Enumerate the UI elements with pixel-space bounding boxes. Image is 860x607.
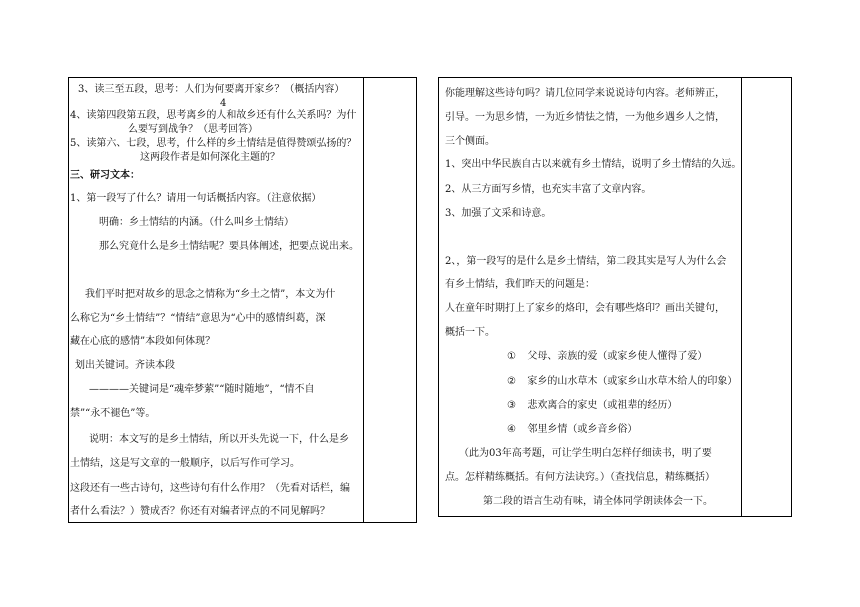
text-line: 我们平时把对故乡的思念之情称为“乡土之情”，本文为什 (85, 289, 336, 300)
list-item (507, 376, 737, 388)
text-line: 引导。一为思乡情，一为近乡情怯之情，一为他乡遇乡人之情， (445, 112, 725, 123)
text-line: 划出关键词。齐读本段 (75, 360, 175, 371)
text-line: 禁”“永不褪色”等。 (70, 408, 156, 419)
text-line: 者什么看法？）赞成否？你还有对编者评点的不同见解吗？ (70, 506, 330, 517)
text-line: 这段还有一些古诗句，这些诗句有什么作用？（先看对话栏，编 (70, 483, 350, 494)
text-line: 2、从三方面写乡情，也充实丰富了文章内容。 (445, 184, 652, 195)
text-line: 人在童年时期打上了家乡的烙印，会有哪些烙印？画出关键句， (445, 303, 725, 314)
right-table (438, 77, 792, 517)
list-item (507, 400, 677, 412)
list-item-text: 悲欢离合的家史（或祖辈的经历） (527, 400, 678, 411)
text-line: 第二段的语言生动有味，请全体同学朗读体会一下。 (483, 496, 713, 507)
text-line: 4、读第四段第五段，思考离乡的人和故乡还有什么关系吗？为什 (70, 110, 357, 121)
text-line: 3、加强了文采和诗意。 (445, 208, 552, 219)
text-line: 明确：乡土情结的内涵。（什么叫乡土情结） (99, 217, 294, 228)
text-line: 点。怎样精练概括。有何方法诀窍。）（查找信息，精练概括） (445, 472, 715, 483)
list-item (507, 351, 707, 363)
text-line: 2、，第一段写的是什么是乡土情结，第二段其实是写人为什么会 (445, 256, 727, 267)
left-table-divider (363, 78, 364, 522)
text-line: 三个侧面。 (445, 136, 495, 147)
list-item-text: 邻里乡情（或乡音乡俗） (527, 424, 638, 435)
text-line: 1、第一段写了什么？请用一句话概括内容。（注意依据） (70, 193, 322, 204)
text-line: 土情结，这是写文章的一般顺序，以后写作可学习。 (70, 458, 300, 469)
text-line: 藏在心底的感情”本段如何体现？ (70, 336, 216, 347)
page-number: 4 (220, 98, 227, 109)
list-marker: ① (507, 351, 516, 362)
text-line: 说明：本文写的是乡土情结，所以开头先说一下，什么是乡 (89, 434, 349, 445)
text-line: 那么究竟什么是乡土情结呢？要具体阐述，把要点说出来。 (99, 241, 359, 252)
section-heading: 三、研习文本： (70, 170, 140, 181)
list-marker: ② (507, 376, 516, 387)
text-line: ————关键词是“魂牵梦萦”“随时随地”，“情不自 (89, 384, 315, 395)
right-content-cell (439, 78, 741, 516)
left-content-cell (69, 78, 363, 522)
list-item (507, 424, 637, 436)
left-table (68, 77, 417, 523)
text-line: 5、读第六、七段，思考，什么样的乡土情结是值得赞颂弘扬的？ (70, 138, 357, 149)
text-line: 么称它为“乡土情结”？“情结”意思为“心中的感情纠葛，深 (70, 313, 326, 324)
list-marker: ③ (507, 400, 516, 411)
list-marker: ④ (507, 424, 516, 435)
text-line: 概括一下。 (445, 327, 495, 338)
text-line: 有乡土情结，我们昨天的问题是： (445, 279, 595, 290)
text-line: 这两段作者是如何深化主题的？ (140, 152, 280, 163)
text-line: 1、突出中华民族自古以来就有乡土情结，说明了乡土情结的久远。 (445, 159, 741, 170)
right-table-divider (741, 78, 742, 516)
text-line: 3、读三至五段，思考：人们为何要离开家乡？（概括内容） (78, 84, 345, 95)
list-item-text: 父母、亲族的爱（或家乡使人懂得了爱） (527, 351, 708, 362)
list-item-text: 家乡的山水草木（或家乡山水草木给人的印象） (527, 376, 738, 387)
text-line: （此为03年高考题，可让学生明白怎样仔细读书，明了要 (459, 448, 712, 459)
text-line: 么要写到战争？（思考回答） (128, 124, 258, 135)
text-line: 你能理解这些诗句吗？请几位同学来说说诗句内容。老师辨正， (445, 88, 725, 99)
